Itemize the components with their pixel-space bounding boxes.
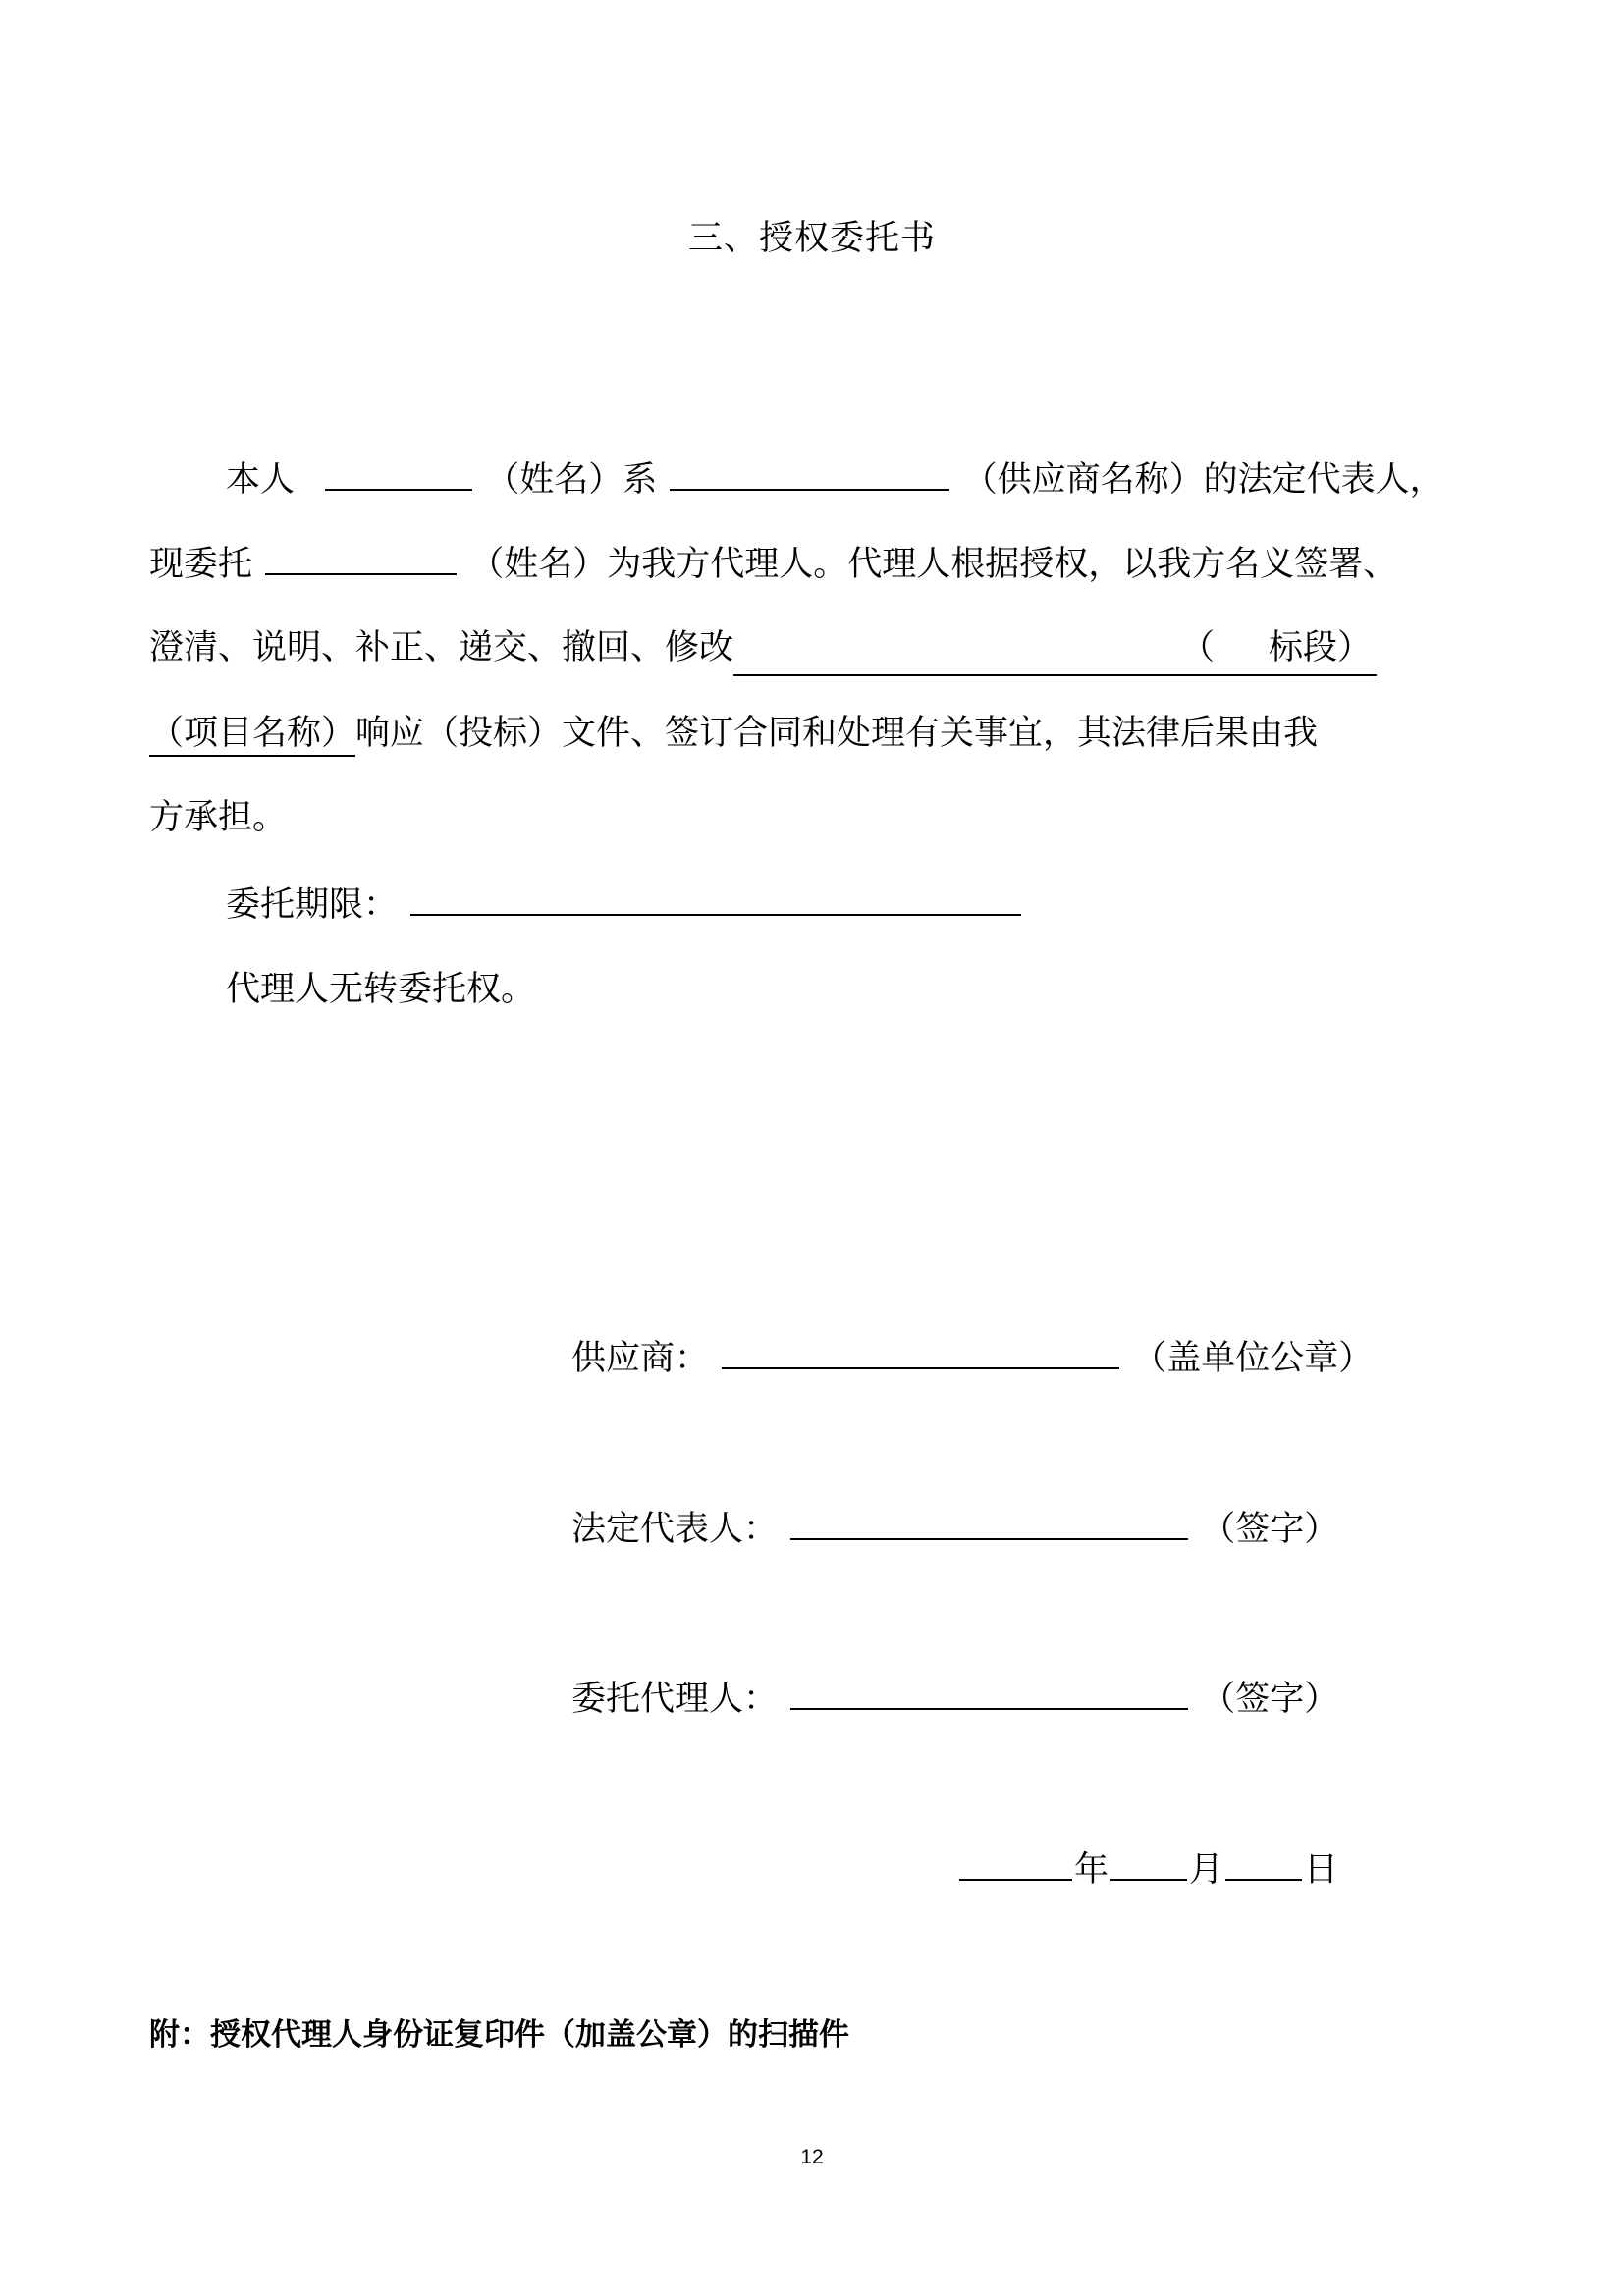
paragraph-line-5: 方承担。 [149, 798, 288, 837]
supplier-line [571, 1332, 1373, 1383]
page-number: 12 [800, 2146, 824, 2168]
legal-rep-blank[interactable] [790, 1503, 1188, 1540]
text-ben-ren: 本人 [226, 460, 296, 500]
agent-blank[interactable] [790, 1673, 1188, 1710]
term-line [226, 879, 1023, 930]
supplier-name-blank[interactable] [670, 454, 949, 491]
page-title: 三、授权委托书 [687, 219, 936, 258]
text-section: 标段） [1269, 628, 1373, 667]
year-label: 年 [1074, 1850, 1110, 1890]
project-section-underline[interactable] [733, 623, 1377, 676]
paragraph-line-1 [226, 454, 1444, 505]
project-name-underline[interactable]: （项目名称） [149, 714, 355, 757]
no-transfer-line: 代理人无转委托权。 [226, 970, 536, 1009]
supplier-label: 供应商： [571, 1339, 710, 1378]
text-supplier-note: （供应商名称）的法定代表人， [962, 460, 1444, 500]
text-actions: 澄清、说明、补正、递交、撤回、修改 [149, 628, 734, 667]
agent-line [571, 1673, 1338, 1724]
day-blank[interactable] [1225, 1843, 1302, 1881]
paragraph-line-3 [149, 623, 1377, 676]
text-open-paren: （ [1180, 628, 1216, 667]
text-response: 响应（投标）文件、签订合同和处理有关事宜，其法律后果由我 [355, 714, 1319, 753]
paragraph-line-4 [149, 709, 1318, 758]
legal-rep-note: （签字） [1201, 1510, 1339, 1549]
legal-rep-label: 法定代表人： [571, 1510, 779, 1549]
text-agent-note: （姓名）为我方代理人。代理人根据授权，以我方名义签署、 [469, 545, 1398, 584]
agent-name-blank[interactable] [265, 538, 457, 575]
day-label: 日 [1304, 1850, 1339, 1890]
agent-label: 委托代理人： [571, 1680, 779, 1719]
text-name-note: （姓名）系 [485, 460, 658, 500]
date-line [957, 1843, 1338, 1895]
paragraph-line-2 [149, 538, 1397, 589]
attachment-note: 附：授权代理人身份证复印件（加盖公章）的扫描件 [149, 2017, 849, 2053]
term-blank[interactable] [410, 879, 1021, 916]
text-xian-wei-tuo: 现委托 [149, 545, 253, 584]
term-label: 委托期限： [226, 885, 399, 925]
legal-rep-line [571, 1503, 1338, 1554]
agent-note: （签字） [1201, 1680, 1339, 1719]
year-blank[interactable] [959, 1843, 1072, 1881]
month-label: 月 [1189, 1850, 1224, 1890]
supplier-note: （盖单位公章） [1132, 1339, 1374, 1378]
supplier-blank[interactable] [722, 1332, 1119, 1369]
month-blank[interactable] [1110, 1843, 1187, 1881]
name-blank[interactable] [325, 454, 472, 491]
